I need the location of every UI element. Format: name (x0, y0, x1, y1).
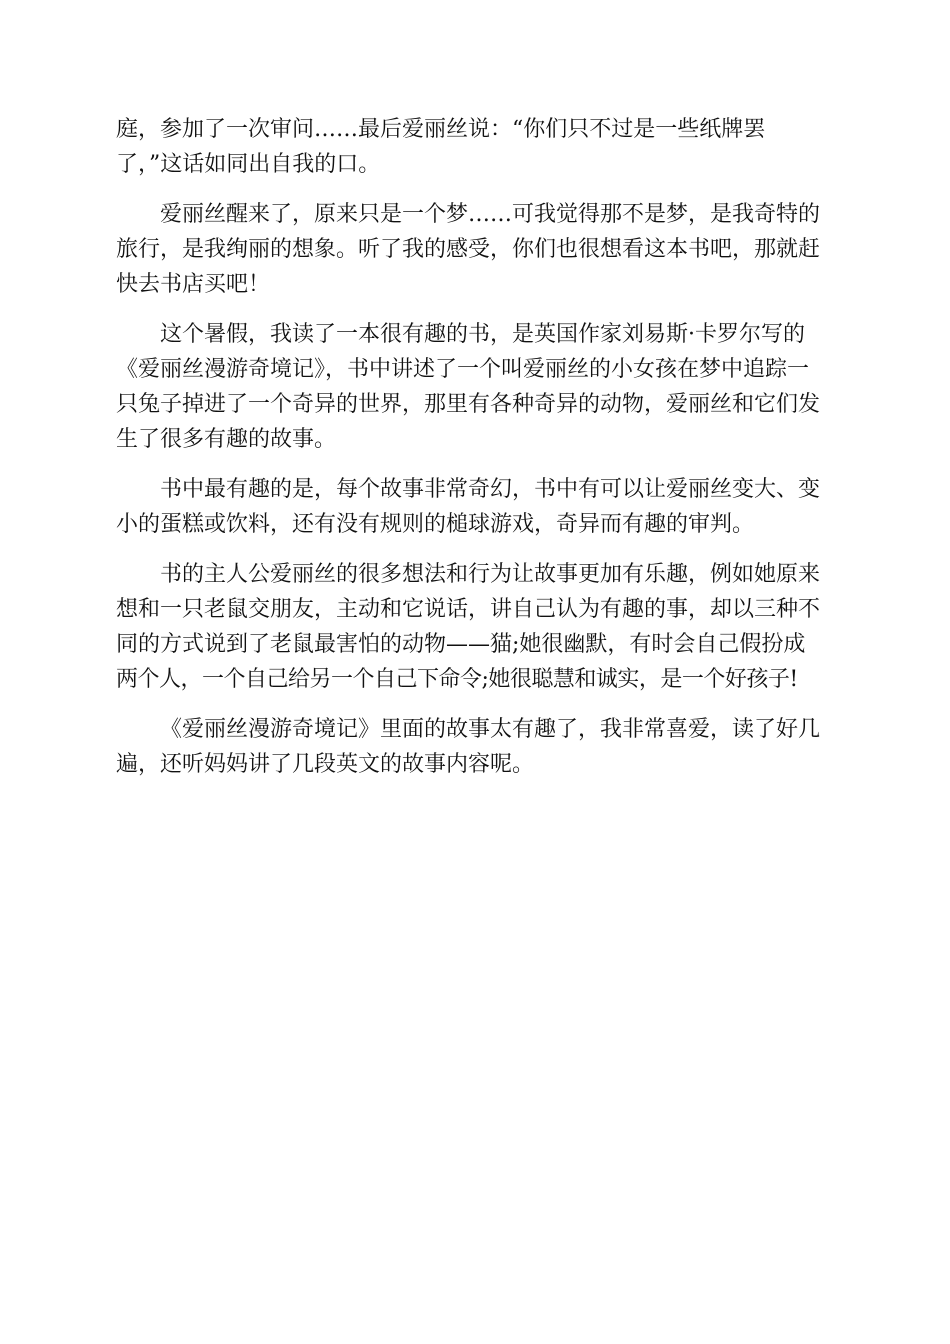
text-line: 生了很多有趣的故事。 (116, 427, 337, 452)
text-line: 同的方式说到了老鼠最害怕的动物——猫;她很幽默，有时会自己假扮成 (116, 632, 806, 657)
document-page (116, 112, 836, 782)
text-line: 《爱丽丝漫游奇境记》，书中讲述了一个叫爱丽丝的小女孩在梦中追踪一 (116, 357, 810, 382)
text-line: 爱丽丝醒来了，原来只是一个梦……可我觉得那不是梦，是我奇特的 (160, 202, 821, 227)
text-line: 了，”这话如同出自我的口。 (116, 152, 381, 177)
text-line: 小的蛋糕或饮料，还有没有规则的槌球游戏，奇异而有趣的审判。 (116, 512, 755, 537)
paragraph-3 (116, 317, 836, 457)
text-line: 快去书店买吧！ (116, 272, 271, 297)
text-line: 书中最有趣的是，每个故事非常奇幻，书中有可以让爱丽丝变大、变 (160, 477, 821, 502)
text-line: 旅行，是我绚丽的想象。听了我的感受，你们也很想看这本书吧，那就赶 (116, 237, 821, 262)
text-line: 只兔子掉进了一个奇异的世界，那里有各种奇异的动物，爱丽丝和它们发 (116, 392, 821, 417)
text-line: 《爱丽丝漫游奇境记》里面的故事太有趣了，我非常喜爱，读了好几 (160, 717, 821, 742)
paragraph-4 (116, 472, 836, 542)
text-line: 这个暑假，我读了一本很有趣的书，是英国作家刘易斯·卡罗尔写的 (160, 322, 805, 347)
paragraph-5 (116, 557, 836, 697)
paragraph-6 (116, 712, 836, 782)
text-line: 两个人，一个自己给另一个自己下命令;她很聪慧和诚实，是一个好孩子! (116, 667, 798, 692)
paragraph-1 (116, 112, 836, 182)
text-line: 遍，还听妈妈讲了几段英文的故事内容呢。 (116, 752, 535, 777)
text-line: 书的主人公爱丽丝的很多想法和行为让故事更加有乐趣，例如她原来 (160, 562, 821, 587)
paragraph-2 (116, 197, 836, 302)
text-line: 庭，参加了一次审问……最后爱丽丝说：“你们只不过是一些纸牌罢 (116, 117, 766, 142)
text-line: 想和一只老鼠交朋友，主动和它说话，讲自己认为有趣的事，却以三种不 (116, 597, 821, 622)
